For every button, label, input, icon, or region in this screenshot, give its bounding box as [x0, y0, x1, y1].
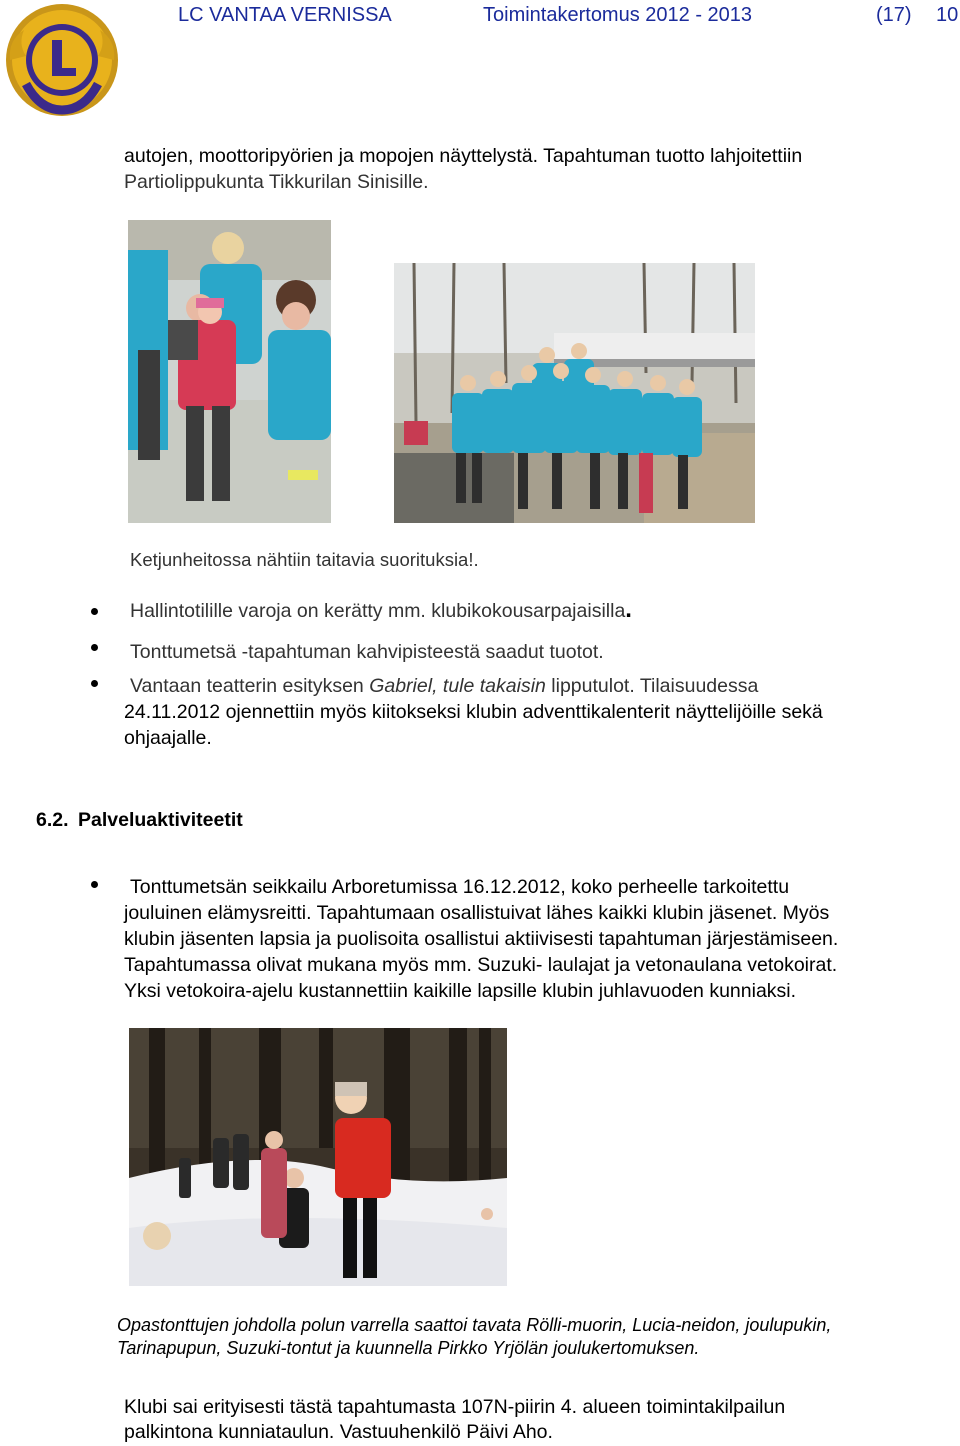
list2-line-5: Yksi vetokoira-ajelu kustannettiin kaikille lapsille klubin juhlavuoden kunniaksi.: [124, 980, 797, 1002]
list1-item-3-continuation-1: 24.11.2012 ojennettiin myös kiitokseksi klubin adventtikalenterit näyttelijöille sekä: [124, 701, 823, 723]
section-number: 6.2.: [36, 809, 69, 831]
header-document-title: Toimintakertomus 2012 - 2013: [483, 4, 753, 26]
list1-item-1-text: Hallintotilille varoja on kerätty mm. klubikokousarpajaisilla: [130, 600, 626, 622]
photo-chain-throwing: [128, 220, 331, 523]
intro-line-1: autojen, moottoripyörien ja mopojen näyttelystä. Tapahtuman tuotto lahjoitettiin: [124, 145, 803, 167]
list1-item-3-continuation-2: ohjaajalle.: [124, 727, 212, 749]
forest-caption-line-1: Opastonttujen johdolla polun varrella saattoi tavata Rölli-muorin, Lucia-neidon, joulupukin,: [117, 1315, 832, 1335]
lions-logo-icon: [4, 2, 120, 118]
list2-item-1: Tonttumetsän seikkailu Arboretumissa 16.12.2012, koko perheelle tarkoitettu: [130, 876, 790, 898]
list1-item-3-post: lipputulot. Tilaisuudessa: [545, 675, 759, 697]
photo-caption: Ketjunheitossa nähtiin taitavia suorituksia!.: [130, 549, 479, 570]
list2-line-4: Tapahtumassa olivat mukana myös mm. Suzuki- laulajat ja vetonaulana vetokoirat.: [124, 954, 838, 976]
header-page-number: 10: [936, 4, 959, 26]
list2-line-2: jouluinen elämysreitti. Tapahtumaan osallistuivat lähes kaikki klubin jäsenet. Myös: [124, 902, 830, 924]
list1-item-3-pre: Vantaan teatterin esityksen: [130, 675, 370, 697]
list1-item-3-play-title: Gabriel, tule takaisin: [369, 675, 546, 697]
photo-club-group: [394, 263, 755, 523]
closing-line-1: Klubi sai erityisesti tästä tapahtumasta 107N-piirin 4. alueen toimintakilpailun: [124, 1396, 786, 1418]
bullet-icon: [91, 881, 98, 888]
header-page-total: (17): [876, 4, 912, 26]
list1-item-3: [130, 673, 758, 699]
section-title: Palveluaktiviteetit: [78, 809, 243, 831]
photo-forest-trail: [129, 1028, 507, 1286]
header-club-name: LC VANTAA VERNISSA: [178, 4, 392, 26]
forest-caption-line-2: Tarinapupun, Suzuki-tontut ja kuunnella Pirkko Yrjölän joulukertomuksen.: [117, 1338, 700, 1358]
list1-item-2: Tonttumetsä -tapahtuman kahvipisteestä saadut tuotot.: [130, 641, 604, 663]
closing-line-2: palkintona kunniataulun. Vastuuhenkilö Päivi Aho.: [124, 1421, 553, 1443]
bullet-icon: [91, 644, 98, 651]
intro-line-2: Partiolippukunta Tikkurilan Sinisille.: [124, 171, 429, 193]
list1-item-1-period: .: [625, 596, 632, 623]
list2-line-3: klubin jäsenten lapsia ja puolisoita osallistui aktiivisesti tapahtuman järjestämiseen.: [124, 928, 839, 950]
bullet-icon: [91, 608, 98, 615]
bullet-icon: [91, 680, 98, 687]
list1-item-1: [130, 598, 632, 624]
